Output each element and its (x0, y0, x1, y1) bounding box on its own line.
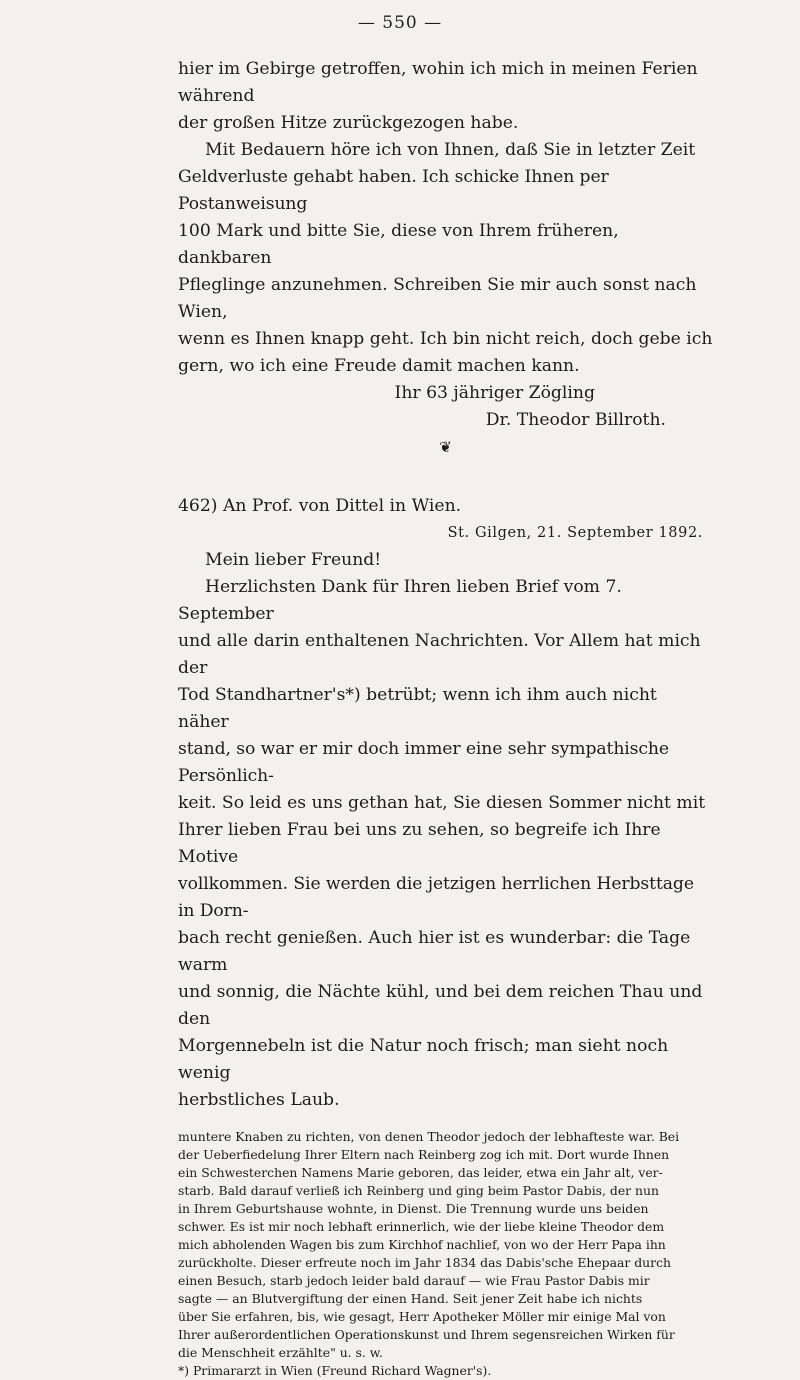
text-line: keit. So leid es uns gethan hat, Sie diesen Sommer nicht mit (178, 793, 706, 813)
footnote-line: über Sie erfahren, bis, wie gesagt, Herr Apotheker Möller mir einige Mal von (178, 1309, 666, 1324)
text-line: Morgennebeln ist die Natur noch frisch; man sieht noch wenig (178, 1036, 669, 1083)
text-line: Mit Bedauern höre ich von Ihnen, daß Sie in letzter Zeit (205, 140, 696, 160)
footnote-line: sagte — an Blutvergiftung der einen Hand. Seit jener Zeit habe ich nichts (178, 1291, 643, 1306)
text-line: stand, so war er mir doch immer eine sehr sympathische Persönlich- (178, 739, 669, 786)
footnote-line: ein Schwesterchen Namens Marie geboren, das leider, etwa ein Jahr alt, ver- (178, 1165, 663, 1180)
footnote-standhartner: *) Primararzt in Wien (Freund Richard Wagner's). (178, 1363, 492, 1378)
text-line: herbstliches Laub. (178, 1090, 340, 1110)
text-line: Ihrer lieben Frau bei uns zu sehen, so begreife ich Ihre Motive (178, 820, 661, 867)
signature-name: Dr. Theodor Billroth. (485, 410, 666, 430)
footnote-line: starb. Bald darauf verließ ich Reinberg und ging beim Pastor Dabis, der nun (178, 1183, 659, 1198)
text-line: Geldverluste gehabt haben. Ich schicke Ihnen per Postanweisung (178, 167, 609, 214)
footnote-line: die Menschheit erzählte" u. s. w. (178, 1345, 383, 1360)
fleuron-icon: ❦ (439, 438, 452, 456)
text-line: Herzlichsten Dank für Ihren lieben Brief vom 7. September (178, 577, 622, 624)
letter-salutation: Mein lieber Freund! (205, 550, 382, 570)
text-line: und alle darin enthaltenen Nachrichten. Vor Allem hat mich der (178, 631, 701, 678)
letter-heading: 462) An Prof. von Dittel in Wien. (178, 496, 462, 516)
text-line: hier im Gebirge getroffen, wohin ich mich in meinen Ferien während (178, 59, 698, 106)
footnote-line: mich abholenden Wagen bis zum Kirchhof nachlief, von wo der Herr Papa ihn (178, 1237, 666, 1252)
text-line: Pfleglinge anzunehmen. Schreiben Sie mir auch sonst nach Wien, (178, 275, 697, 322)
page-number: — 550 — (357, 13, 443, 33)
text-line: der großen Hitze zurückgezogen habe. (178, 113, 519, 133)
footnote-line: zurückholte. Dieser erfreute noch im Jahr 1834 das Dabis'sche Ehepaar durch (178, 1255, 672, 1270)
letter-place-date: St. Gilgen, 21. September 1892. (447, 525, 703, 541)
text-line: vollkommen. Sie werden die jetzigen herrlichen Herbsttage in Dorn- (178, 874, 694, 921)
footnote-line: der Ueberfiedelung Ihrer Eltern nach Reinberg zog ich mit. Dort wurde Ihnen (178, 1147, 670, 1162)
signature-closing: Ihr 63 jähriger Zögling (394, 383, 595, 403)
footnote-line: Ihrer außerordentlichen Operationskunst und Ihrem segensreichen Wirken für (178, 1327, 675, 1342)
footnote-line: muntere Knaben zu richten, von denen Theodor jedoch der lebhafteste war. Bei (178, 1129, 680, 1144)
text-line: wenn es Ihnen knapp geht. Ich bin nicht reich, doch gebe ich (178, 329, 713, 349)
text-line: bach recht genießen. Auch hier ist es wunderbar: die Tage warm (178, 928, 691, 975)
footnote-line: einen Besuch, starb jedoch leider bald darauf — wie Frau Pastor Dabis mir (178, 1273, 650, 1288)
text-line: und sonnig, die Nächte kühl, und bei dem reichen Thau und den (178, 982, 703, 1029)
footnote-line: in Ihrem Geburtshause wohnte, in Dienst. Die Trennung wurde uns beiden (178, 1201, 649, 1216)
text-line: Tod Standhartner's*) betrübt; wenn ich ihm auch nicht näher (178, 685, 657, 732)
footnote-line: schwer. Es ist mir noch lebhaft erinnerlich, wie der liebe kleine Theodor dem (178, 1219, 665, 1234)
page-body (178, 56, 713, 1380)
footnotes (178, 1128, 713, 1380)
text-line: 100 Mark und bitte Sie, diese von Ihrem früheren, dankbaren (178, 221, 619, 268)
text-line: gern, wo ich eine Freude damit machen kann. (178, 356, 580, 376)
